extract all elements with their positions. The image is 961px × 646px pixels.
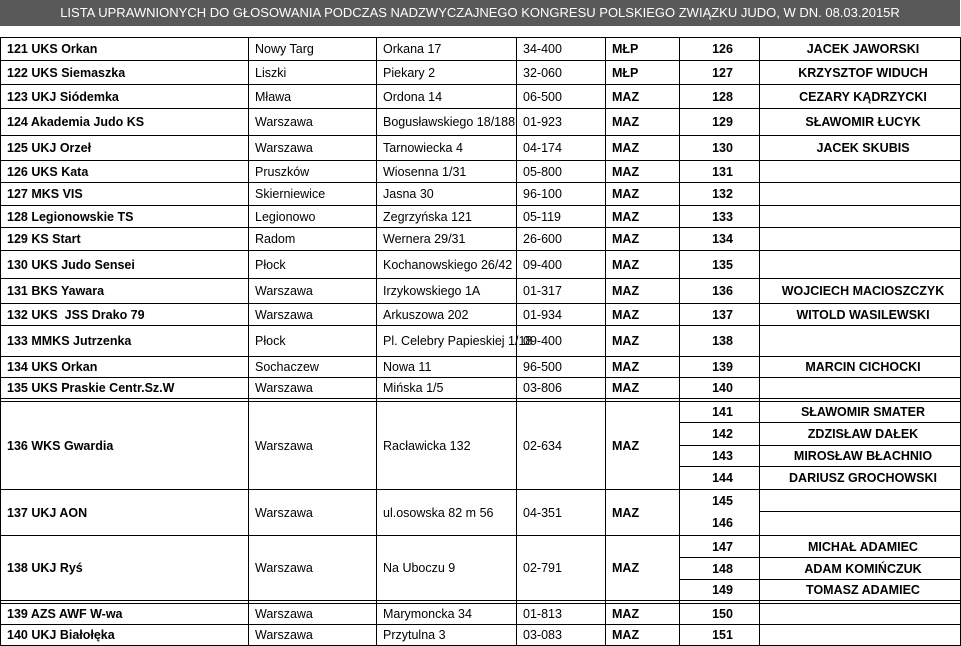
club-city: Nowy Targ bbox=[249, 38, 377, 61]
club-region: MAZ bbox=[606, 304, 680, 326]
delegate-name bbox=[760, 326, 961, 357]
delegate-name: SŁAWOMIR SMATER bbox=[760, 402, 961, 423]
vote-number: 144 bbox=[680, 467, 760, 490]
table-row bbox=[1, 183, 961, 206]
club-city: Warszawa bbox=[249, 625, 377, 646]
club-postal-code: 26-600 bbox=[517, 228, 606, 251]
club-name: 137 UKJ AON bbox=[1, 490, 249, 536]
delegate-name bbox=[760, 490, 961, 512]
club-postal-code: 34-400 bbox=[517, 38, 606, 61]
club-street: Na Uboczu 9 bbox=[377, 536, 517, 601]
club-name: 123 UKJ Siódemka bbox=[1, 85, 249, 109]
vote-number: 139 bbox=[680, 357, 760, 378]
club-region: MAZ bbox=[606, 136, 680, 161]
club-city: Warszawa bbox=[249, 304, 377, 326]
club-city: Warszawa bbox=[249, 109, 377, 136]
vote-number: 128 bbox=[680, 85, 760, 109]
club-postal-code: 04-351 bbox=[517, 490, 606, 536]
club-region: MAZ bbox=[606, 378, 680, 399]
club-postal-code: 06-500 bbox=[517, 85, 606, 109]
club-name: 122 UKS Siemaszka bbox=[1, 61, 249, 85]
vote-number: 150 bbox=[680, 604, 760, 625]
delegate-name bbox=[760, 512, 961, 536]
vote-number: 132 bbox=[680, 183, 760, 206]
table-row bbox=[1, 228, 961, 251]
club-postal-code: 01-923 bbox=[517, 109, 606, 136]
table-row bbox=[1, 604, 961, 625]
table-row bbox=[1, 161, 961, 183]
vote-number: 140 bbox=[680, 378, 760, 399]
club-street: Przytulna 3 bbox=[377, 625, 517, 646]
club-name: 138 UKJ Ryś bbox=[1, 536, 249, 601]
club-street: Irzykowskiego 1A bbox=[377, 279, 517, 304]
club-city: Radom bbox=[249, 228, 377, 251]
club-region: MAZ bbox=[606, 228, 680, 251]
club-name: 132 UKS JSS Drako 79 bbox=[1, 304, 249, 326]
vote-number: 133 bbox=[680, 206, 760, 228]
vote-number: 148 bbox=[680, 558, 760, 580]
club-postal-code: 05-119 bbox=[517, 206, 606, 228]
club-city: Liszki bbox=[249, 61, 377, 85]
club-name: 121 UKS Orkan bbox=[1, 38, 249, 61]
delegate-name: SŁAWOMIR ŁUCYK bbox=[760, 109, 961, 136]
delegate-name: ADAM KOMIŃCZUK bbox=[760, 558, 961, 580]
delegate-name bbox=[760, 251, 961, 279]
vote-number: 146 bbox=[680, 512, 760, 536]
club-postal-code: 96-100 bbox=[517, 183, 606, 206]
table-row bbox=[1, 304, 961, 326]
delegate-name: KRZYSZTOF WIDUCH bbox=[760, 61, 961, 85]
club-postal-code: 01-934 bbox=[517, 304, 606, 326]
table-row bbox=[1, 490, 961, 512]
club-name: 135 UKS Praskie Centr.Sz.W bbox=[1, 378, 249, 399]
club-street: Pl. Celebry Papieskiej 1/18 bbox=[377, 326, 517, 357]
delegate-name: JACEK SKUBIS bbox=[760, 136, 961, 161]
club-street: Arkuszowa 202 bbox=[377, 304, 517, 326]
club-postal-code: 05-800 bbox=[517, 161, 606, 183]
club-city: Mława bbox=[249, 85, 377, 109]
vote-number: 141 bbox=[680, 402, 760, 423]
club-street: Piekary 2 bbox=[377, 61, 517, 85]
table-row bbox=[1, 625, 961, 646]
club-postal-code: 01-813 bbox=[517, 604, 606, 625]
club-street: Jasna 30 bbox=[377, 183, 517, 206]
delegate-name: MARCIN CICHOCKI bbox=[760, 357, 961, 378]
delegate-name: DARIUSZ GROCHOWSKI bbox=[760, 467, 961, 490]
vote-number: 126 bbox=[680, 38, 760, 61]
table-row bbox=[1, 378, 961, 399]
delegate-name: MIROSŁAW BŁACHNIO bbox=[760, 446, 961, 467]
table-row bbox=[1, 536, 961, 558]
delegate-name bbox=[760, 183, 961, 206]
club-postal-code: 03-806 bbox=[517, 378, 606, 399]
club-city: Skierniewice bbox=[249, 183, 377, 206]
club-region: MAZ bbox=[606, 183, 680, 206]
delegate-name: MICHAŁ ADAMIEC bbox=[760, 536, 961, 558]
vote-number: 127 bbox=[680, 61, 760, 85]
vote-number: 142 bbox=[680, 423, 760, 446]
club-region: MAZ bbox=[606, 251, 680, 279]
table-row bbox=[1, 38, 961, 61]
voters-table bbox=[0, 37, 961, 646]
club-street: Racławicka 132 bbox=[377, 402, 517, 490]
vote-number: 129 bbox=[680, 109, 760, 136]
table-row bbox=[1, 61, 961, 85]
club-city: Warszawa bbox=[249, 490, 377, 536]
club-region: MAZ bbox=[606, 206, 680, 228]
delegate-name bbox=[760, 604, 961, 625]
club-street: Kochanowskiego 26/42 bbox=[377, 251, 517, 279]
club-name: 128 Legionowskie TS bbox=[1, 206, 249, 228]
club-name: 130 UKS Judo Sensei bbox=[1, 251, 249, 279]
delegate-name: CEZARY KĄDRZYCKI bbox=[760, 85, 961, 109]
club-region: MAZ bbox=[606, 402, 680, 490]
club-city: Warszawa bbox=[249, 402, 377, 490]
club-name: 136 WKS Gwardia bbox=[1, 402, 249, 490]
club-street: Bogusławskiego 18/188 bbox=[377, 109, 517, 136]
club-street: Ordona 14 bbox=[377, 85, 517, 109]
club-region: MAZ bbox=[606, 161, 680, 183]
club-name: 125 UKJ Orzeł bbox=[1, 136, 249, 161]
vote-number: 131 bbox=[680, 161, 760, 183]
club-name: 139 AZS AWF W-wa bbox=[1, 604, 249, 625]
club-postal-code: 96-500 bbox=[517, 357, 606, 378]
club-street: Orkana 17 bbox=[377, 38, 517, 61]
club-street: Tarnowiecka 4 bbox=[377, 136, 517, 161]
club-postal-code: 03-083 bbox=[517, 625, 606, 646]
club-region: MŁP bbox=[606, 61, 680, 85]
table-row bbox=[1, 402, 961, 423]
delegate-name: JACEK JAWORSKI bbox=[760, 38, 961, 61]
club-postal-code: 02-634 bbox=[517, 402, 606, 490]
club-street: ul.osowska 82 m 56 bbox=[377, 490, 517, 536]
club-name: 140 UKJ Białołęka bbox=[1, 625, 249, 646]
club-region: MAZ bbox=[606, 536, 680, 601]
club-street: Nowa 11 bbox=[377, 357, 517, 378]
vote-number: 136 bbox=[680, 279, 760, 304]
club-street: Wiosenna 1/31 bbox=[377, 161, 517, 183]
delegate-name: WOJCIECH MACIOSZCZYK bbox=[760, 279, 961, 304]
delegate-name bbox=[760, 161, 961, 183]
club-city: Pruszków bbox=[249, 161, 377, 183]
vote-number: 134 bbox=[680, 228, 760, 251]
club-postal-code: 01-317 bbox=[517, 279, 606, 304]
delegate-name bbox=[760, 378, 961, 399]
delegate-name bbox=[760, 228, 961, 251]
club-street: Wernera 29/31 bbox=[377, 228, 517, 251]
delegate-name bbox=[760, 625, 961, 646]
delegate-name bbox=[760, 206, 961, 228]
table-row bbox=[1, 85, 961, 109]
club-street: Mińska 1/5 bbox=[377, 378, 517, 399]
club-name: 124 Akademia Judo KS bbox=[1, 109, 249, 136]
club-name: 127 MKS VIS bbox=[1, 183, 249, 206]
table-row bbox=[1, 206, 961, 228]
club-city: Płock bbox=[249, 251, 377, 279]
vote-number: 137 bbox=[680, 304, 760, 326]
club-city: Warszawa bbox=[249, 378, 377, 399]
club-postal-code: 09-400 bbox=[517, 326, 606, 357]
club-name: 129 KS Start bbox=[1, 228, 249, 251]
club-region: MAZ bbox=[606, 85, 680, 109]
vote-number: 135 bbox=[680, 251, 760, 279]
vote-number: 151 bbox=[680, 625, 760, 646]
club-region: MAZ bbox=[606, 279, 680, 304]
club-name: 133 MMKS Jutrzenka bbox=[1, 326, 249, 357]
club-city: Sochaczew bbox=[249, 357, 377, 378]
club-postal-code: 02-791 bbox=[517, 536, 606, 601]
table-row bbox=[1, 136, 961, 161]
delegate-name: WITOLD WASILEWSKI bbox=[760, 304, 961, 326]
club-city: Warszawa bbox=[249, 536, 377, 601]
vote-number: 138 bbox=[680, 326, 760, 357]
club-region: MAZ bbox=[606, 109, 680, 136]
table-row bbox=[1, 279, 961, 304]
club-region: MAZ bbox=[606, 357, 680, 378]
document-title: LISTA UPRAWNIONYCH DO GŁOSOWANIA PODCZAS NADZWYCZAJNEGO KONGRESU POLSKIEGO ZWIĄZKU JUDO, W DN. 08.03.2015R bbox=[0, 0, 960, 26]
vote-number: 130 bbox=[680, 136, 760, 161]
club-name: 126 UKS Kata bbox=[1, 161, 249, 183]
club-postal-code: 32-060 bbox=[517, 61, 606, 85]
vote-number: 143 bbox=[680, 446, 760, 467]
club-name: 134 UKS Orkan bbox=[1, 357, 249, 378]
club-name: 131 BKS Yawara bbox=[1, 279, 249, 304]
table-row bbox=[1, 251, 961, 279]
club-city: Warszawa bbox=[249, 136, 377, 161]
delegate-name: TOMASZ ADAMIEC bbox=[760, 580, 961, 601]
club-region: MAZ bbox=[606, 625, 680, 646]
table-row bbox=[1, 326, 961, 357]
club-city: Warszawa bbox=[249, 604, 377, 625]
club-region: MAZ bbox=[606, 490, 680, 536]
club-postal-code: 09-400 bbox=[517, 251, 606, 279]
vote-number: 147 bbox=[680, 536, 760, 558]
club-region: MAZ bbox=[606, 604, 680, 625]
club-postal-code: 04-174 bbox=[517, 136, 606, 161]
club-street: Marymoncka 34 bbox=[377, 604, 517, 625]
vote-number: 145 bbox=[680, 490, 760, 512]
club-region: MŁP bbox=[606, 38, 680, 61]
delegate-name: ZDZISŁAW DAŁEK bbox=[760, 423, 961, 446]
club-street: Zegrzyńska 121 bbox=[377, 206, 517, 228]
club-city: Płock bbox=[249, 326, 377, 357]
vote-number: 149 bbox=[680, 580, 760, 601]
table-row bbox=[1, 109, 961, 136]
club-city: Warszawa bbox=[249, 279, 377, 304]
club-region: MAZ bbox=[606, 326, 680, 357]
table-row bbox=[1, 357, 961, 378]
club-city: Legionowo bbox=[249, 206, 377, 228]
